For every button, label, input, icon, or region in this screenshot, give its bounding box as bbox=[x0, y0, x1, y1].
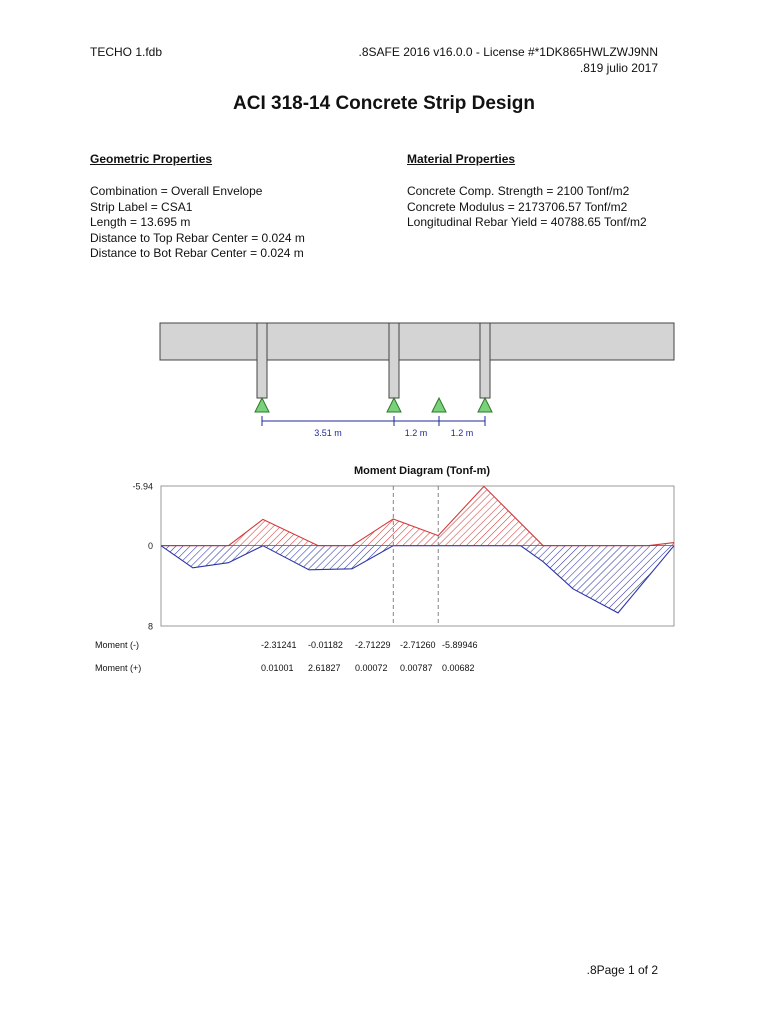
y-tick-label: 0 bbox=[147, 541, 153, 552]
moment-value-cell: 0.00682 bbox=[442, 663, 475, 673]
dimension-label: 3.51 m bbox=[314, 428, 342, 438]
moment-value-cell: 0.00787 bbox=[400, 663, 433, 673]
support-triangle bbox=[478, 398, 492, 412]
geometric-line: Combination = Overall Envelope bbox=[90, 184, 263, 198]
report-date: .819 julio 2017 bbox=[579, 61, 658, 75]
file-name: TECHO 1.fdb bbox=[90, 45, 163, 59]
chart-title: Moment Diagram (Tonf-m) bbox=[353, 465, 491, 477]
dimension-label: 1.2 m bbox=[450, 428, 474, 438]
geometric-line: Length = 13.695 m bbox=[90, 215, 191, 229]
moment-diagram-chart bbox=[0, 460, 768, 640]
dimension-label: 1.2 m bbox=[404, 428, 428, 438]
software-license: .8SAFE 2016 v16.0.0 - License #*1DK865HWLZWJ9NN bbox=[358, 45, 658, 59]
y-tick-label: -5.94 bbox=[132, 481, 153, 492]
negative-moment-area bbox=[161, 486, 674, 545]
y-tick-label: 8 bbox=[147, 621, 153, 632]
positive-moment-area bbox=[161, 546, 674, 613]
moment-value-cell: -2.31241 bbox=[261, 640, 297, 650]
support-triangle bbox=[255, 398, 269, 412]
moment-value-cell: -5.89946 bbox=[442, 640, 478, 650]
dimension-lines bbox=[262, 416, 485, 426]
moment-value-cell: -0.01182 bbox=[308, 640, 343, 650]
column bbox=[480, 323, 490, 398]
moment-value-cell: 0.00072 bbox=[355, 663, 388, 673]
page-number: .8Page 1 of 2 bbox=[586, 963, 658, 977]
geometric-list bbox=[90, 184, 305, 262]
support-triangle bbox=[432, 398, 446, 412]
material-line: Concrete Comp. Strength = 2100 Tonf/m2 bbox=[407, 184, 630, 198]
geometric-heading: Geometric Properties bbox=[90, 152, 213, 166]
page-title: ACI 318-14 Concrete Strip Design bbox=[233, 93, 535, 114]
moment-row-label: Moment (+) bbox=[95, 663, 142, 673]
material-line: Concrete Modulus = 2173706.57 Tonf/m2 bbox=[407, 199, 628, 214]
material-heading: Material Properties bbox=[407, 152, 516, 166]
geometric-line: Distance to Bot Rebar Center = 0.024 m bbox=[90, 246, 304, 260]
geometric-line: Distance to Top Rebar Center = 0.024 m bbox=[90, 230, 305, 245]
material-list bbox=[407, 184, 647, 231]
moment-value-cell: 0.01001 bbox=[261, 663, 294, 673]
column bbox=[389, 323, 399, 398]
moment-table bbox=[0, 640, 768, 685]
moment-value-cell: -2.71260 bbox=[400, 640, 436, 650]
strip-elevation bbox=[0, 315, 768, 445]
moment-row-label: Moment (-) bbox=[95, 640, 140, 650]
material-line: Longitudinal Rebar Yield = 40788.65 Tonf/m2 bbox=[407, 215, 647, 229]
moment-value-cell: 2.61827 bbox=[308, 663, 341, 673]
slab-strip bbox=[160, 323, 674, 360]
moment-value-cell: -2.71229 bbox=[355, 640, 391, 650]
geometric-line: Strip Label = CSA1 bbox=[90, 199, 193, 214]
support-triangle bbox=[387, 398, 401, 412]
column bbox=[257, 323, 267, 398]
